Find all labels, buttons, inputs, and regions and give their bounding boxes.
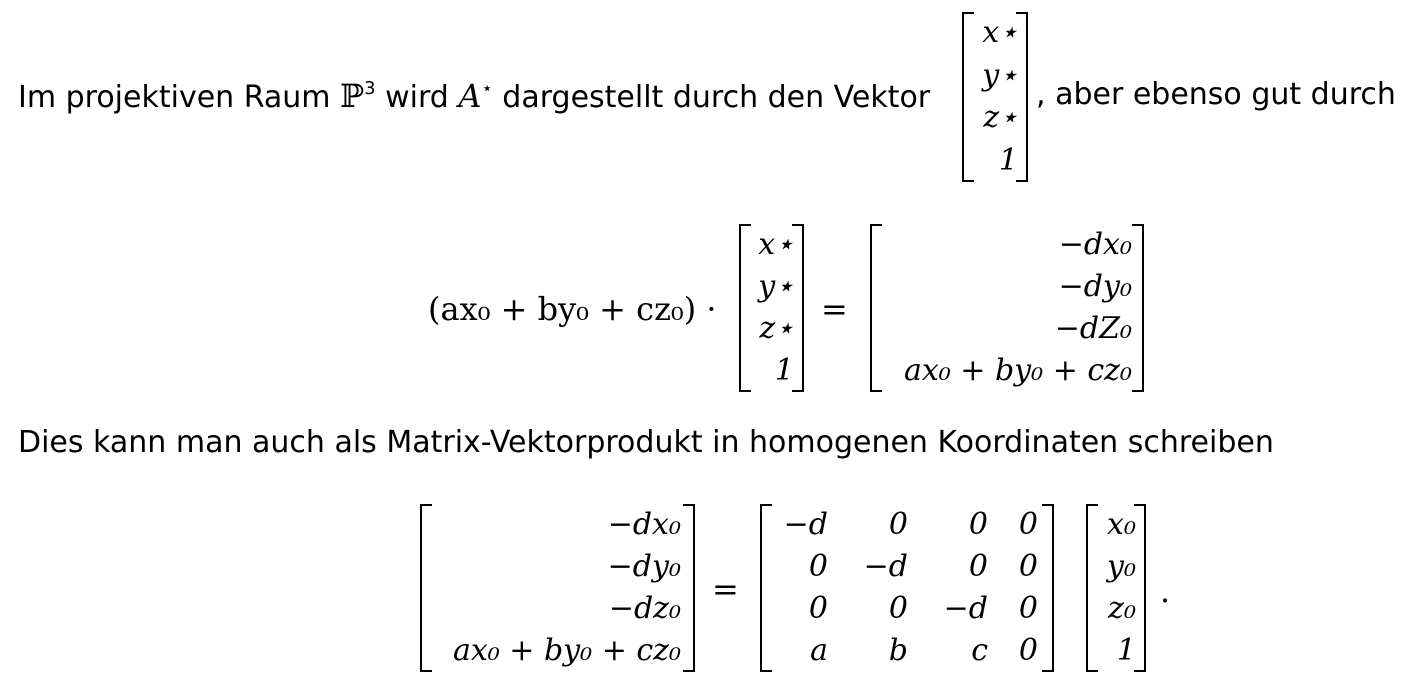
- matrix-entry: a: [810, 633, 828, 668]
- matrix-sentence: Dies kann man auch als Matrix-Vektorprodukt in homogenen Koordinaten schreiben: [18, 425, 1274, 460]
- matrix-entry: 0: [968, 549, 988, 584]
- eq2-vector-right-bracket: [1134, 504, 1146, 672]
- eq1-vector-entry: y⋆: [758, 269, 794, 304]
- eq1-rhs-vector: [884, 224, 1132, 392]
- vector1-right-bracket: [1016, 12, 1028, 182]
- eq1-rhs-right-bracket: [1132, 224, 1144, 392]
- point-symbol: A: [458, 77, 482, 115]
- intro-text-d: , aber ebenso gut durch: [1036, 77, 1396, 112]
- eq1-equals: =: [821, 290, 848, 328]
- eq1-rhs-entry: −dy₀: [1058, 269, 1132, 304]
- intro-text-c: dargestellt durch den Vektor: [492, 80, 931, 115]
- projective-space-symbol: ℙ: [340, 77, 365, 115]
- vector1-left-bracket: [962, 12, 974, 182]
- vector1-entry: z⋆: [983, 100, 1018, 136]
- point-star: ⋆: [481, 78, 493, 99]
- eq1-vector-entry: 1: [774, 353, 794, 388]
- eq2-lhs-entry: −dy₀: [607, 549, 681, 584]
- vector1-entry: 1: [998, 142, 1018, 178]
- intro-sentence: [18, 77, 931, 115]
- matrix-entry: 0: [1018, 591, 1038, 626]
- matrix-entry: 0: [1018, 633, 1038, 668]
- matrix-entry: 0: [1018, 549, 1038, 584]
- eq2-equals: =: [712, 570, 739, 608]
- matrix-entry: 0: [808, 591, 828, 626]
- matrix-entry: 0: [808, 549, 828, 584]
- eq2-lhs-vector: [433, 504, 681, 672]
- eq1-vector-left-bracket: [739, 224, 751, 392]
- eq2-lhs-entry: ax₀ + by₀ + cz₀: [452, 633, 681, 668]
- eq1-vector-entry: z⋆: [759, 311, 794, 346]
- eq2-vector: [1098, 504, 1136, 672]
- intro-text-a: Im projektiven Raum: [18, 80, 341, 115]
- intro-text-b: wird: [375, 80, 459, 115]
- projective-space-exponent: 3: [364, 78, 376, 99]
- eq2-lhs-right-bracket: [683, 504, 695, 672]
- eq2-lhs-entry: −dz₀: [608, 591, 681, 626]
- matrix-entry: 0: [888, 591, 908, 626]
- eq1-rhs-entry: −dZ₀: [1054, 311, 1132, 346]
- matrix-entry: −d: [943, 591, 988, 626]
- eq1-rhs-left-bracket: [870, 224, 882, 392]
- eq2-lhs-entry: −dx₀: [607, 507, 681, 542]
- matrix-entry: c: [971, 633, 988, 668]
- eq1-rhs-entry: −dx₀: [1058, 227, 1132, 262]
- eq2-period: .: [1160, 572, 1171, 610]
- vector1-entry: y⋆: [982, 57, 1018, 93]
- eq1-vector-right-bracket: [792, 224, 804, 392]
- eq2-vector-entry: x₀: [1107, 507, 1136, 542]
- matrix-entry: 0: [1018, 507, 1038, 542]
- matrix-entry: 0: [968, 507, 988, 542]
- eq2-lhs-left-bracket: [420, 504, 432, 672]
- eq2-vector-entry: 1: [1116, 633, 1136, 668]
- eq2-vector-left-bracket: [1086, 504, 1098, 672]
- matrix-entry: −d: [863, 549, 908, 584]
- eq2-vector-entry: z₀: [1108, 591, 1136, 626]
- eq1-vector-entry: x⋆: [758, 227, 794, 262]
- eq1-vector: [752, 224, 794, 392]
- eq1-rhs-entry: ax₀ + by₀ + cz₀: [903, 353, 1132, 388]
- eq2-vector-entry: y₀: [1107, 549, 1136, 584]
- matrix-entry: b: [888, 633, 908, 668]
- eq1-lhs-factor: (ax₀ + by₀ + cz₀) ·: [428, 290, 717, 328]
- eq2-matrix-left-bracket: [760, 504, 772, 672]
- matrix-entry: 0: [888, 507, 908, 542]
- matrix-entry: −d: [783, 507, 828, 542]
- vector1: [976, 12, 1018, 182]
- eq2-matrix: [772, 504, 1044, 672]
- eq2-matrix-right-bracket: [1042, 504, 1054, 672]
- vector1-entry: x⋆: [982, 15, 1018, 51]
